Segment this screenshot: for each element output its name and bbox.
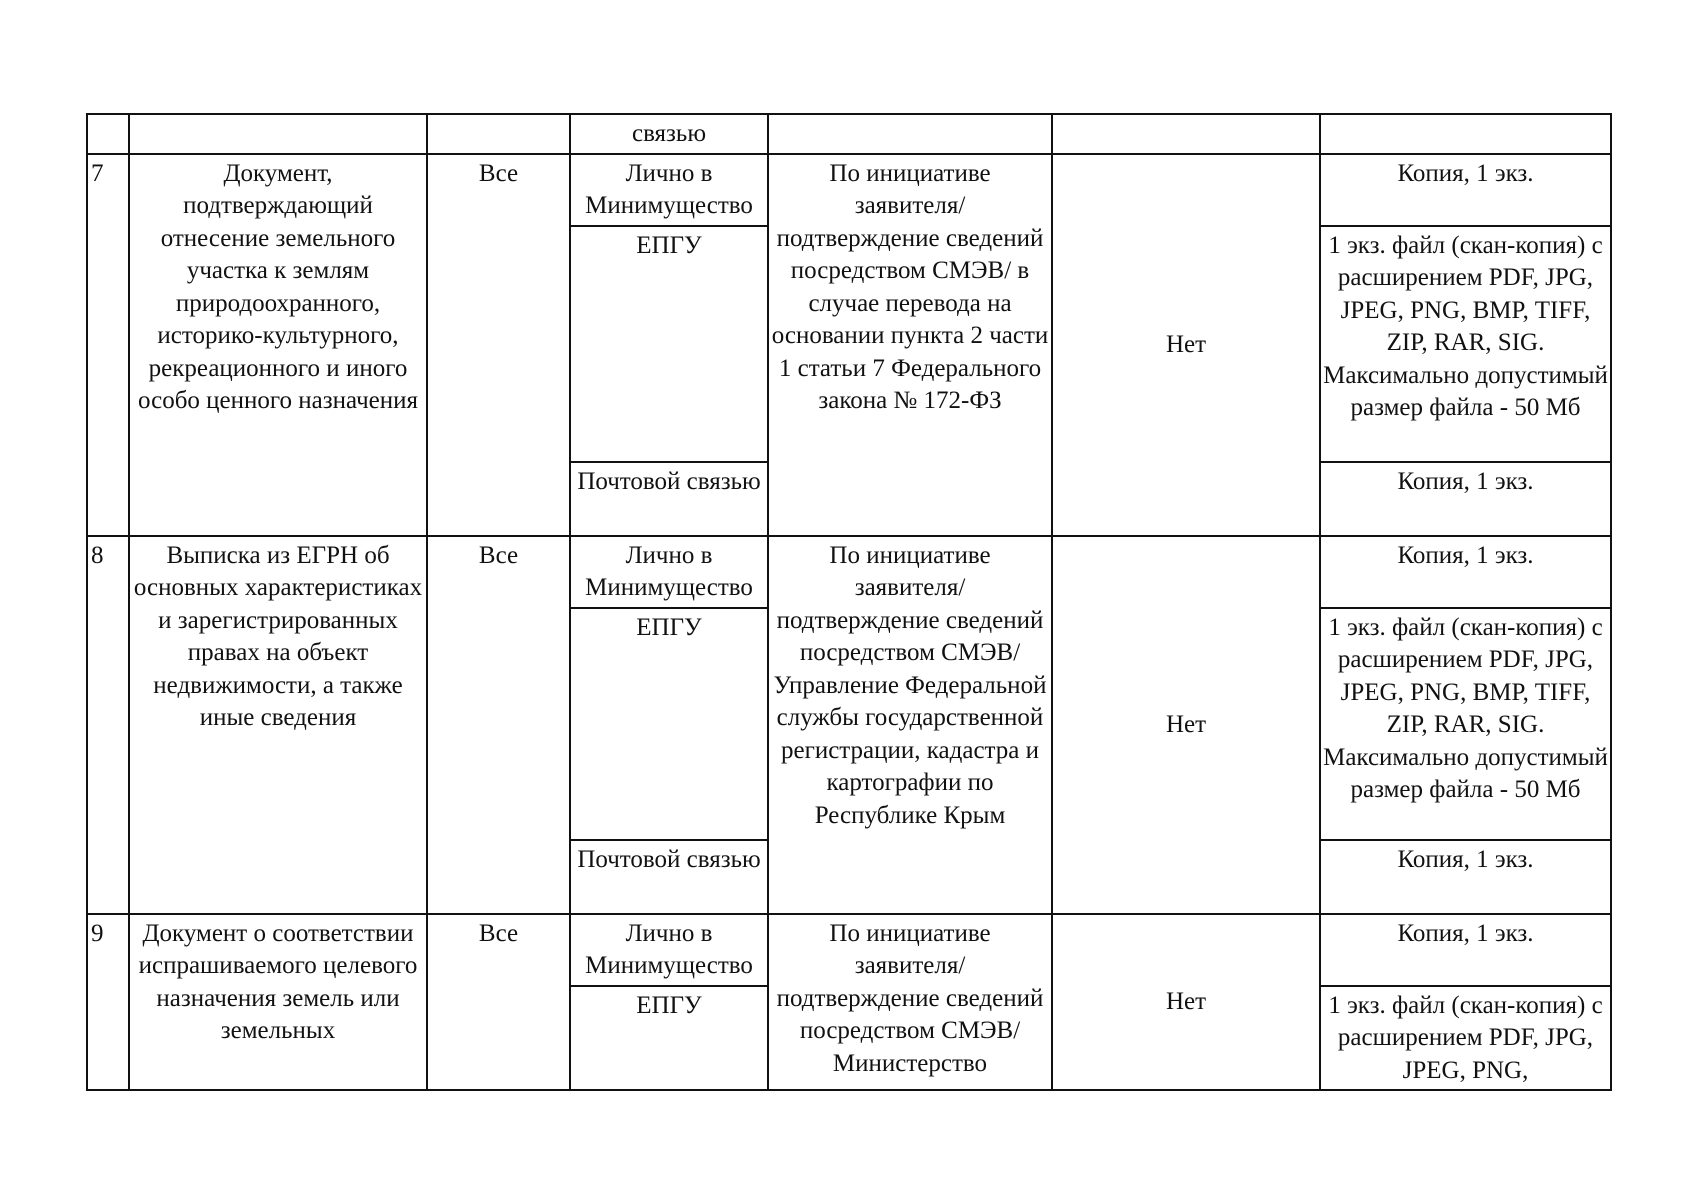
documents-table (86, 113, 1612, 1091)
form-in-person: Копия, 1 экз. (1320, 536, 1611, 608)
form-epgu: 1 экз. файл (скан-копия) с расширением PDF, JPG, JPEG, PNG, BMP, TIFF, ZIP, RAR, SIG. Максимально допустимый размер файла - 50 Мб (1320, 608, 1611, 840)
row-number: 9 (87, 914, 129, 1091)
method-post: Почтовой связью (570, 840, 768, 914)
document-name: Выписка из ЕГРН об основных характеристиках и зарегистрированных правах на объект недвижимости, а также иные сведения (129, 536, 427, 914)
row-number: 7 (87, 154, 129, 536)
submission-basis: По инициативе заявителя/ подтверждение сведений посредством СМЭВ/ Управление Федеральной службы государственной регистрации, кадастра и картографии по Республике Крым (768, 536, 1052, 914)
form-epgu: 1 экз. файл (скан-копия) с расширением PDF, JPG, JPEG, PNG, (1320, 986, 1611, 1091)
applicant-category: Все (427, 154, 570, 536)
table-row-continuation (87, 114, 1611, 154)
document-name: Документ о соответствии испрашиваемого целевого назначения земель или земельных (129, 914, 427, 1091)
applicant-category: Все (427, 536, 570, 914)
cell-delivery-continued: связью (570, 114, 768, 154)
form-epgu: 1 экз. файл (скан-копия) с расширением PDF, JPG, JPEG, PNG, BMP, TIFF, ZIP, RAR, SIG. Максимально допустимый размер файла - 50 Мб (1320, 226, 1611, 462)
table-row (87, 914, 1611, 986)
method-post: Почтовой связью (570, 462, 768, 536)
row-number: 8 (87, 536, 129, 914)
form-in-person: Копия, 1 экз. (1320, 914, 1611, 986)
method-epgu: ЕПГУ (570, 226, 768, 462)
method-in-person: Лично в Минимущество (570, 154, 768, 226)
form-in-person: Копия, 1 экз. (1320, 154, 1611, 226)
extra-requirement: Нет (1052, 536, 1320, 914)
document-name: Документ, подтверждающий отнесение земельного участка к землям природоохранного, историко-культурного, рекреационного и иного особо ценного назначения (129, 154, 427, 536)
cell-empty (1320, 114, 1611, 154)
cell-empty (768, 114, 1052, 154)
extra-requirement: Нет (1052, 914, 1320, 1091)
extra-requirement: Нет (1052, 154, 1320, 536)
method-in-person: Лично в Минимущество (570, 914, 768, 986)
submission-basis: По инициативе заявителя/ подтверждение сведений посредством СМЭВ/ в случае перевода на основании пункта 2 части 1 статьи 7 Федерального закона № 172-ФЗ (768, 154, 1052, 536)
cell-empty (1052, 114, 1320, 154)
table-row (87, 536, 1611, 608)
table-row (87, 154, 1611, 226)
form-post: Копия, 1 экз. (1320, 462, 1611, 536)
applicant-category: Все (427, 914, 570, 1091)
cell-empty (87, 114, 129, 154)
cell-empty (129, 114, 427, 154)
method-in-person: Лично в Минимущество (570, 536, 768, 608)
cell-empty (427, 114, 570, 154)
method-epgu: ЕПГУ (570, 608, 768, 840)
method-epgu: ЕПГУ (570, 986, 768, 1091)
submission-basis: По инициативе заявителя/ подтверждение сведений посредством СМЭВ/ Министерство (768, 914, 1052, 1091)
form-post: Копия, 1 экз. (1320, 840, 1611, 914)
